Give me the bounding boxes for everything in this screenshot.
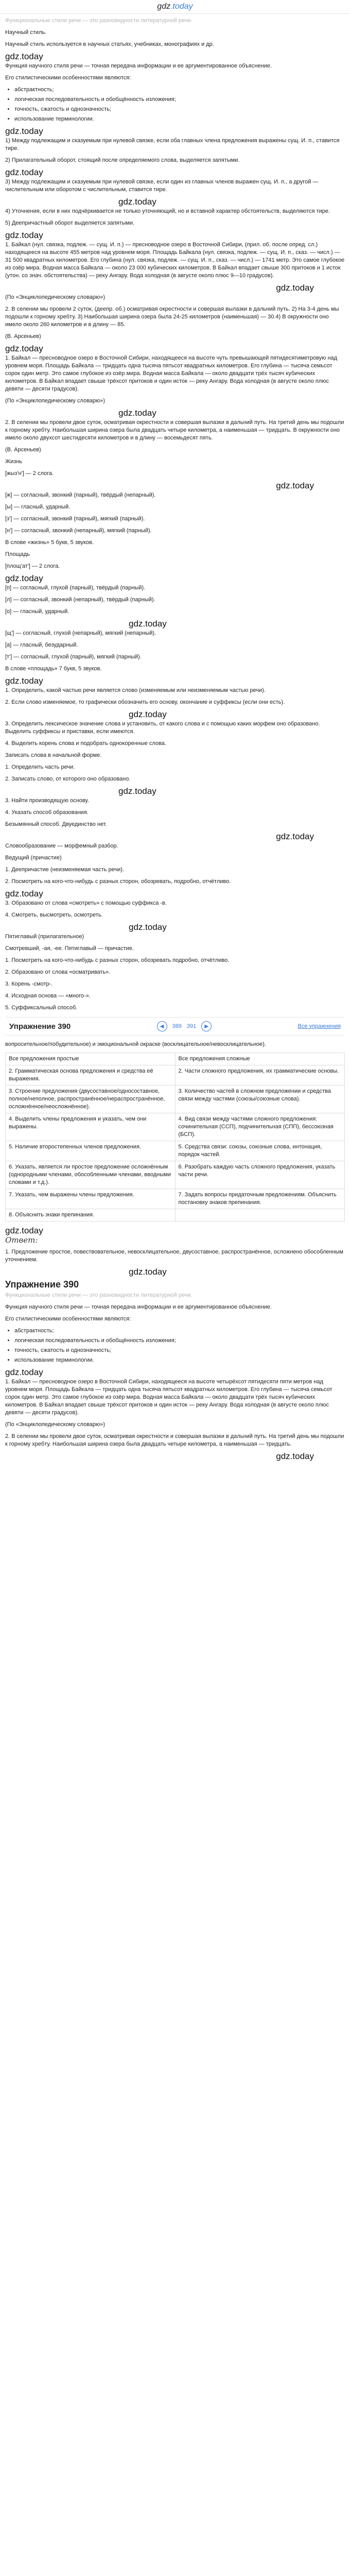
exercise-intro: вопросительное/побудительное) и эмоциональной окраске (восклицательное/невосклицательное). [5, 1041, 267, 1047]
watermark: gdz.today [5, 1226, 43, 1235]
watermark: gdz.today [118, 408, 156, 418]
morph-line: 2. Посмотреть на кого-что-нибудь с разных сторон, обозревать, подробно, отчётливо. [5, 878, 231, 885]
watermark: gdz.today [5, 167, 43, 177]
text-1: 1. Байкал (нул. связка, подлеж. — сущ. И. п.) — пресноводное озеро в Восточной Сибири, (прил. об. после опред. сл.) находящееся на высоте 455 метров над уровнем моря. Площадь Байкала (нул. связка, подлеж. — сущ. И. п., сказ. — числ.) — 31 500 квадратных километров. Его глубина (нул. связка, подлеж. — сущ. И. п., сказ. — числ.) — 1741 метр. Это самое глубокое из озёр мира. Водная масса Байкала — около 23 000 кубических километров. В Байкал впадает свыше 300 притоков и 1 исток (утон. со знач. обстоятельства) — реку Ангару. Вода холодная (в августе около плюс 9—10 градусов). [5, 242, 345, 279]
watermark: gdz.today [129, 1267, 167, 1277]
intro-title: Научный стиль. [5, 29, 47, 36]
watermark: gdz.today [129, 922, 167, 932]
phon-word-1: Жизнь [5, 459, 23, 465]
next-exercise-link[interactable]: 391 [186, 1023, 197, 1029]
phon-letter: [о] — гласный, ударный. [5, 608, 69, 615]
comparison-table [5, 1053, 345, 1222]
watermark: gdz.today [276, 832, 314, 841]
phon-word-2: Площадь [5, 551, 30, 557]
exercise-header [5, 1017, 345, 1036]
table-row [6, 1113, 345, 1141]
text-4: 2. В селении мы провели двое суток, осматривая окрестности и совершая вылазки в дальний путь. На третий день мы подошли к горному хребту. Наибольшая ширина озера была двадцать четыре километра, а наименьшая — тридцать. В окружности оно имело около двухсот шестидесяти километров и в длину — восемьдесят пять. [5, 419, 344, 441]
morph-title-2: Пятиглавый (прилагательное) [5, 934, 84, 940]
morph-line: 3. Корень -смотр-. [5, 981, 53, 987]
table-cell: 7. Указать, чем выражены члены предложения. [6, 1189, 176, 1209]
feature-item: • логическая последовательность и обобщённость изложения; [14, 96, 345, 104]
feature-item: • абстрактность; [14, 1327, 345, 1335]
prev-arrow-icon[interactable]: ◀ [157, 1021, 167, 1031]
text-2: 2. В селении мы провели 2 суток, (деепр. об.) осматривая окрестности и совершая вылазки в дальний путь. 2) На 3-4 день мы подошли к горному хребту. 3) Наибольшая ширина озера была 24-25 километров (наименьшая) — 30.4) В окружности оно имело около 260 километров и в длину — 85. [5, 306, 339, 328]
intro-faded-line: Функциональные стили речи — это разновидности литературной речи. [5, 18, 192, 24]
table-cell: 7. Задать вопросы придаточным предложениям. Объяснить постановку знаков препинания. [175, 1189, 345, 1209]
table-row [6, 1141, 345, 1161]
feature-item: • использование терминологии. [14, 115, 345, 123]
table-row [6, 1065, 345, 1086]
plan-item: 2. Если слово изменяемое, то графически обозначить его основу, окончание и суффиксы (если они есть). [5, 699, 285, 705]
section-features [5, 1327, 345, 1364]
exercise-title: Упражнение 390 [9, 1022, 71, 1031]
table-cell [175, 1209, 345, 1222]
main-content [0, 14, 350, 1460]
section-title: Упражнение 390 [5, 1279, 79, 1290]
rule-1: 1) Между подлежащим и сказуемым при нулевой связке, если оба главных члена предложения выражены сущ. И. п., ставится тире. [5, 138, 340, 151]
morph-line: 2. Образовано от слова «осматривать». [5, 969, 111, 975]
table-cell: Все предложения простые [6, 1053, 176, 1065]
watermark: gdz.today [276, 481, 314, 490]
watermark: gdz.today [5, 676, 43, 686]
feature-item: • точность, сжатость и однозначность; [14, 1347, 345, 1354]
source-1: (По «Энциклопедическому словарю») [5, 294, 106, 300]
table-cell: 5. Средства связи: союзы, союзные слова, интонация, порядок частей. [175, 1141, 345, 1161]
plan-item: 1. Определить часть речи. [5, 764, 75, 770]
morph-line: Смотревший, -ая, -ее. Пятиглавый — причастие. [5, 945, 134, 952]
table-row [6, 1053, 345, 1065]
source-4: (В. Арсеньев) [5, 447, 41, 453]
phon-transcription-1: [жыз'н'] — 2 слога. [5, 470, 54, 477]
feature-item: • логическая последовательность и обобщённость изложения; [14, 1337, 345, 1345]
table-cell: 4. Выделить члены предложения и указать, чем они выражены. [6, 1113, 176, 1141]
site-header [0, 0, 350, 14]
phon-letter: [а] — гласный, безударный. [5, 642, 78, 648]
section-text-1: 1. Байкал — пресноводное озеро в Восточной Сибири, находящееся на высоте четырёхсот пятидесяти пяти метров над уровнем моря. Площадь Байкала — тридцать одна тысяча пятьсот квадратных километров. Его глубина — тысяча семьсот сорок один метр. Это самое глубокое из озёр мира. Водная масса Байкала — около двадцати трёх тысяч кубических километров. В Байкал впадает свыше трёхсот притоков и один исток — реку Ангару. Вода холодная (в августе около плюс девяти — десяти градусов). [5, 1379, 332, 1416]
phon-letter: [ж] — согласный, звонкий (парный), твёрдый (непарный). [5, 492, 156, 498]
table-cell: 4. Вид связи между частями сложного предложения: сочинительная (ССП), подчинительная (СПП), бессоюзная (БСП). [175, 1113, 345, 1141]
phon-letter: [л] — согласный, звонкий (непарный), твёрдый (парный). [5, 597, 155, 603]
rule-2: 2) Прилагательный оборот, стоящий после определяемого слова, выделяется запятыми. [5, 157, 240, 163]
intro-features [5, 86, 345, 123]
phon-count-1: В слове «жизнь» 5 букв, 5 звуков. [5, 539, 94, 546]
prev-exercise-link[interactable]: 389 [172, 1023, 182, 1029]
plan-item: 3. Найти производящую основу. [5, 798, 89, 804]
table-row [6, 1161, 345, 1189]
table-row [6, 1189, 345, 1209]
watermark: gdz.today [129, 619, 167, 629]
morph-title-1: Словообразование — морфемный разбор. [5, 843, 118, 849]
section-p2: Его стилистическими особенностями являются: [5, 1316, 131, 1322]
plan-item: Записать слова в начальной форме. [5, 752, 102, 758]
watermark: gdz.today [276, 1451, 314, 1461]
table-cell: 2. Грамматическая основа предложения и средства её выражения. [6, 1065, 176, 1086]
table-cell: 3. Количество частей в сложном предложении и средства связи между частями (союзы/союзные слова). [175, 1086, 345, 1113]
handwritten-answer: Ответ: [5, 1235, 38, 1245]
watermark: gdz.today [5, 126, 43, 136]
phon-letter: [н'] — согласный, звонкий (непарный), мягкий (парный). [5, 528, 152, 534]
plan-item: Безымянный способ. Двуединство нет. [5, 821, 107, 827]
rule-4: 4) Уточнения, если в них подчёркивается не только уточняющий, но и вставной характер обстоятельств, выделяются тире. [5, 208, 330, 214]
watermark: gdz.today [5, 344, 43, 353]
watermark: gdz.today [5, 52, 43, 61]
phon-letter: [п] — согласный, глухой (парный), твёрдый (парный). [5, 585, 146, 591]
watermark: gdz.today [129, 709, 167, 719]
watermark: gdz.today [5, 1367, 43, 1377]
all-exercises-link[interactable]: Все упражнения [297, 1023, 341, 1029]
phon-transcription-2: [площ'ат'] — 2 слога. [5, 563, 60, 569]
watermark: gdz.today [276, 283, 314, 293]
intro-p1: Научный стиль используется в научных статьях, учебниках, монографиях и др. [5, 41, 214, 47]
rule-5: 5) Деепричастный оборот выделяется запятыми. [5, 220, 135, 226]
rule-3: 3) Между подлежащим и сказуемым при нулевой связке, если один из главных членов выражен сущ. И. п., а другой — числительным или оборотом с числительным, ставится тире. [5, 179, 319, 193]
site-logo[interactable]: gdz.today [157, 2, 193, 11]
morph-line: 1. Посмотреть на кого-что-нибудь с разных сторон, обозревать подробно, отчётливо. [5, 957, 230, 963]
morph-line: 4. Исходная основа — «много-». [5, 993, 91, 999]
section-p1: Функция научного стиля речи — точная передача информации и ее аргументированное объяснение. [5, 1304, 272, 1310]
watermark: gdz.today [118, 197, 156, 207]
section-text-2: 2. В селении мы провели двое суток, осматривая окрестности и совершая вылазки в дальний путь. На третий день мы подошли к горному хребту. Наибольшая ширина озера была двадцать четыре километра, а наименьшая — тридцать. [5, 1433, 344, 1447]
phon-count-2: В слове «площадь» 7 букв, 5 звуков. [5, 666, 102, 672]
source-2: (В. Арсеньев) [5, 333, 41, 340]
table-cell: 6. Указать, является ли простое предложение осложнённым (однородными членами, обособленными членами, вводными словами и т.д.). [6, 1161, 176, 1189]
watermark: gdz.today [5, 889, 43, 899]
table-cell: 5. Наличие второстепенных членов предложения. [6, 1141, 176, 1161]
plan-item: 3. Определить лексическое значение слова и установить, от какого слова и с помощью каких морфем оно образовано. Выделить суффиксы и приставки, если имеются. [5, 721, 320, 735]
table-cell: 8. Объяснить знаки препинания. [6, 1209, 176, 1222]
exercise-pager [157, 1021, 212, 1031]
morph-line: 4. Смотреть, высмотреть, осмотреть. [5, 912, 103, 918]
phon-letter: [ы] — гласный, ударный. [5, 504, 71, 510]
table-cell: 6. Разобрать каждую часть сложного предложения, указать части речи. [175, 1161, 345, 1189]
table-row [6, 1086, 345, 1113]
text-3: 1. Байкал — пресноводное озеро в Восточной Сибири, находящееся на высоте чуть превышающей пятидесятиметровую над уровнем моря. Площадь Байкала — тридцать одна тысяча пятьсот квадратных километров. Его глубина — тысяча семьсот сорок один метр. Это самое глубокое из озёр мира. Водная масса Байкала — около двадцати трёх тысяч кубических километров. В Байкал впадает свыше трёхсот притоков и один исток — реку Ангару. Вода холодная (в августе около плюс девяти — десяти градусов). [5, 355, 338, 392]
source-3: (По «Энциклопедическому словарю») [5, 398, 106, 404]
section-faded-line: Функциональные стили речи — это разновидности литературной речи. [5, 1292, 192, 1298]
watermark: gdz.today [5, 573, 43, 583]
morph-line: 5. Суффиксальный способ. [5, 1005, 78, 1011]
phon-letter: [щ'] — согласный, глухой (непарный), мягкий (непарный). [5, 630, 156, 636]
morph-line: 3. Образовано от слова «смотреть» с помощью суффикса -в. [5, 900, 167, 906]
table-cell: 3. Строение предложения (двусоставное/односоставное, полное/неполное, распространённое/нераспространённое, осложнённое/неосложнённое). [6, 1086, 176, 1113]
feature-item: • использование терминологии. [14, 1357, 345, 1364]
section-source-1: (По «Энциклопедическому словарю») [5, 1421, 106, 1428]
feature-item: • точность, сжатость и однозначность; [14, 106, 345, 113]
plan-item: 4. Выделить корень слова и подобрать однокоренные слова. [5, 740, 166, 747]
phon-letter: [з'] — согласный, звонкий (парный), мягкий (парный). [5, 516, 145, 522]
intro-p2: Функция научного стиля речи — точная передача информации и ее аргументированное объяснение. [5, 63, 272, 69]
morph-line: 1. Деепричастие (неизменяемая часть речи). [5, 867, 125, 873]
watermark: gdz.today [5, 230, 43, 240]
exercise-conclusion: 1. Предложение простое, повествовательное, невосклицательное, двусоставное, распространённое, осложнено обособленным уточнением. [5, 1249, 343, 1263]
table-cell: 2. Части сложного предложения, их грамматические основы. [175, 1065, 345, 1086]
intro-p3: Его стилистическими особенностями являются: [5, 75, 131, 81]
table-row [6, 1209, 345, 1222]
phon-letter: [т'] — согласный, глухой (парный), мягкий (парный). [5, 654, 142, 660]
feature-item: • абстрактность; [14, 86, 345, 94]
morph-line: Ведущий (причастие) [5, 855, 62, 861]
watermark: gdz.today [118, 786, 156, 796]
next-arrow-icon[interactable]: ▶ [201, 1021, 212, 1031]
plan-item: 1. Определить, какой частью речи является слово (изменяемым или неизменяемым частью речи). [5, 687, 266, 693]
plan-item: 2. Записать слово, от которого оно образовано. [5, 776, 131, 782]
table-cell: Все предложения сложные [175, 1053, 345, 1065]
plan-item: 4. Указать способ образования. [5, 809, 89, 816]
